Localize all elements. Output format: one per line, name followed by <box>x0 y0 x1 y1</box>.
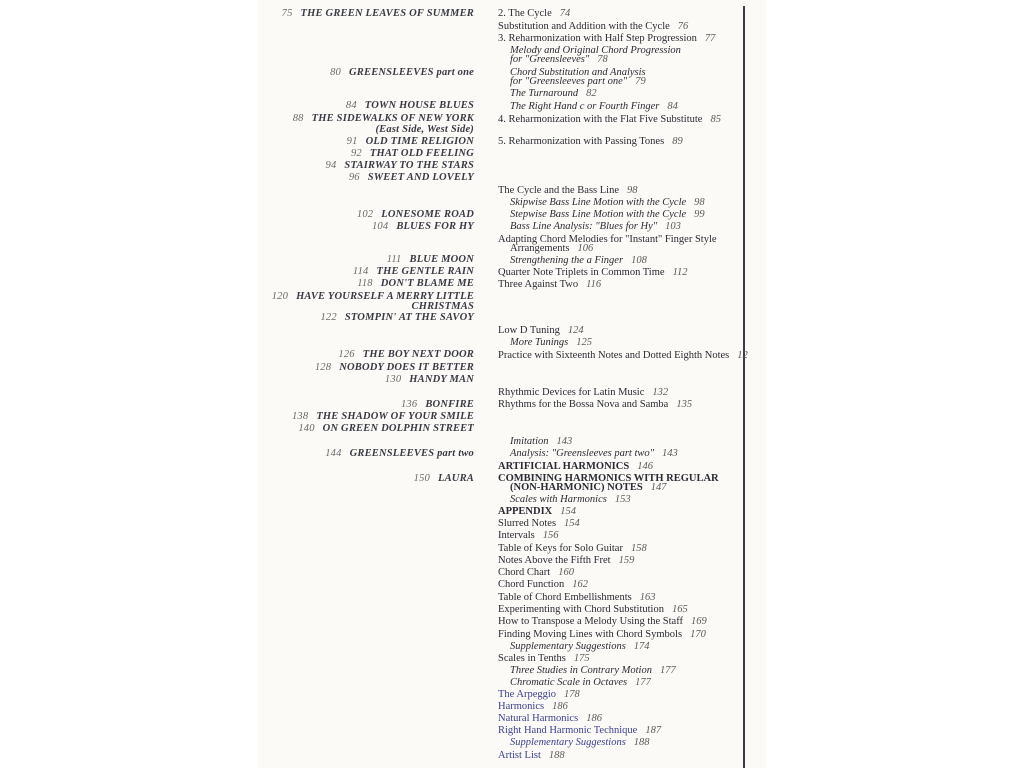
page-number: 91 <box>346 136 358 147</box>
lesson-entry <box>498 350 748 362</box>
page-number: 135 <box>676 399 693 410</box>
lesson-entry <box>498 555 634 567</box>
page-number: 154 <box>560 506 576 517</box>
page-number: 163 <box>639 592 656 603</box>
page-number: 77 <box>704 33 716 44</box>
page-number: 170 <box>690 629 706 640</box>
song-title: LAURA <box>437 473 474 484</box>
lesson-entry <box>510 54 608 66</box>
lesson-entry <box>498 279 601 291</box>
lesson-title: Stepwise Bass Line Motion with the Cycle <box>510 209 687 220</box>
lesson-entry <box>498 325 584 337</box>
song-subtitle: part two <box>434 448 474 459</box>
page-number: 132 <box>652 387 669 398</box>
page-number: 125 <box>576 337 592 348</box>
page-number: 138 <box>291 411 309 422</box>
page-number: 126 <box>338 349 355 360</box>
lesson-title: Quarter Note Triplets in Common Time <box>498 267 665 278</box>
song-title: HANDY MAN <box>409 374 474 385</box>
lesson-title: Artist List <box>498 750 541 761</box>
song-title: CHRISTMAS <box>411 301 474 312</box>
song-entry <box>385 374 474 386</box>
page-number: 112 <box>672 267 688 278</box>
lesson-entry <box>498 136 683 148</box>
lesson-entry <box>498 506 576 518</box>
lesson-title: How to Transpose a Melody Using the Staff <box>498 616 684 627</box>
lesson-entry <box>510 209 705 221</box>
lesson-title: Right Hand Harmonic Technique <box>498 725 638 736</box>
page-number: 76 <box>677 21 689 32</box>
lesson-title: Low D Tuning <box>498 325 560 336</box>
page-number: 174 <box>633 641 650 652</box>
page-number: 84 <box>667 101 678 112</box>
page-number: 130 <box>384 374 402 385</box>
lesson-title: Skipwise Bass Line Motion with the Cycle <box>510 197 687 208</box>
lesson-title: Experimenting with Chord Substitution <box>498 604 664 615</box>
song-subtitle: (East Side, West Side) <box>375 124 474 135</box>
song-entry <box>282 8 474 20</box>
lesson-entry <box>510 737 650 749</box>
lesson-entry <box>510 88 597 100</box>
song-title: STAIRWAY TO THE STARS <box>344 160 474 171</box>
page-number: 175 <box>573 653 590 664</box>
lesson-entry <box>510 448 678 460</box>
page-number: 162 <box>572 579 588 590</box>
lesson-entry <box>498 8 570 20</box>
lesson-entry <box>498 461 653 473</box>
song-entry <box>353 266 474 278</box>
lesson-title: Melody and Original Chord Progression <box>510 45 681 56</box>
lesson-title: Supplementary Suggestions <box>510 641 626 652</box>
page-number: 96 <box>348 172 360 183</box>
page-number: 143 <box>662 448 678 459</box>
song-title: THE GENTLE RAIN <box>376 266 474 277</box>
page-number: 188 <box>633 737 650 748</box>
lesson-title: Rhythms for the Bossa Nova and Samba <box>498 399 669 410</box>
song-title: STOMPIN' AT THE SAVOY <box>344 312 474 323</box>
lesson-entry <box>510 482 666 494</box>
lesson-title: Chromatic Scale in Octaves <box>510 677 628 688</box>
page-number: 92 <box>350 148 362 159</box>
song-title: DON'T BLAME ME <box>380 278 474 289</box>
lesson-entry <box>498 725 661 737</box>
lesson-entry <box>510 243 593 255</box>
song-entry <box>401 399 474 411</box>
song-entry <box>325 448 474 460</box>
lesson-entry <box>498 750 565 762</box>
page-number: 165 <box>671 604 688 615</box>
lesson-title: Substitution and Addition with the Cycle <box>498 21 670 32</box>
page-number: 102 <box>356 209 374 220</box>
lesson-title: Intervals <box>498 530 535 541</box>
song-subtitle: part one <box>433 67 474 78</box>
lesson-title: Chord Function <box>498 579 565 590</box>
page-number: 156 <box>542 530 559 541</box>
page-number: 79 <box>635 76 646 87</box>
lesson-title: Three Studies in Contrary Motion <box>510 665 652 676</box>
page-number: 88 <box>292 113 304 124</box>
page-number: 177 <box>659 665 676 676</box>
page-number: 118 <box>357 278 373 289</box>
page-number: 124 <box>567 325 584 336</box>
lesson-entry <box>498 387 668 399</box>
song-title: TOWN HOUSE BLUES <box>364 100 474 111</box>
page-number: 82 <box>586 88 597 99</box>
song-title: LONESOME ROAD <box>381 209 474 220</box>
lesson-title: APPENDIX <box>498 506 553 517</box>
song-entry <box>330 67 474 79</box>
lesson-entry <box>510 494 631 506</box>
page-number: 74 <box>559 8 571 19</box>
lesson-entry <box>498 567 574 579</box>
page-number: 128 <box>314 362 332 373</box>
lesson-entry <box>498 592 655 604</box>
lesson-title: Imitation <box>510 436 549 447</box>
lesson-title: Rhythmic Devices for Latin Music <box>498 387 645 398</box>
page-number: 116 <box>586 279 602 290</box>
page-number: 94 <box>325 160 337 171</box>
lesson-title: Adapting Chord Melodies for "Instant" Finger Style <box>498 234 717 245</box>
lesson-entry <box>498 543 647 555</box>
lesson-title: The Turnaround <box>510 88 579 99</box>
song-title: THE SHADOW OF YOUR SMILE <box>316 411 474 422</box>
lesson-title: 2. The Cycle <box>498 8 552 19</box>
song-title: HAVE YOURSELF A MERRY LITTLE <box>296 291 474 302</box>
lesson-entry <box>498 21 688 33</box>
song-entry <box>315 362 474 374</box>
song-title: THE SIDEWALKS OF NEW YORK <box>311 113 474 124</box>
page-number: 140 <box>298 423 315 434</box>
song-title: ON GREEN DOLPHIN STREET <box>322 423 474 434</box>
page-number: 12 <box>737 350 748 361</box>
lesson-entry <box>510 337 592 349</box>
song-entry <box>357 209 474 221</box>
page-number: 144 <box>325 448 342 459</box>
song-title: OLD TIME RELIGION <box>365 136 474 147</box>
lesson-entry <box>498 653 590 665</box>
page-number: 169 <box>691 616 707 627</box>
lesson-title: Scales in Tenths <box>498 653 566 664</box>
page-number: 98 <box>694 197 705 208</box>
lesson-title: Finding Moving Lines with Chord Symbols <box>498 629 683 640</box>
lesson-title: Notes Above the Fifth Fret <box>498 555 611 566</box>
page-number: 186 <box>586 713 602 724</box>
song-entry <box>320 312 474 324</box>
lesson-entry <box>510 641 650 653</box>
lesson-title: Scales with Harmonics <box>510 494 607 505</box>
lesson-title: ARTIFICIAL HARMONICS <box>498 461 630 472</box>
lesson-entry <box>510 221 681 233</box>
lesson-entry <box>498 114 721 126</box>
page-number: 108 <box>631 255 647 266</box>
page-number: 114 <box>352 266 369 277</box>
lesson-entry <box>510 76 646 88</box>
song-entry <box>347 136 474 148</box>
song-entry <box>346 100 474 112</box>
lesson-entry <box>510 436 572 448</box>
song-title: THE BOY NEXT DOOR <box>362 349 474 360</box>
song-entry <box>372 221 474 233</box>
lesson-entry <box>498 267 688 279</box>
lesson-title: Bass Line Analysis: "Blues for Hy" <box>510 221 658 232</box>
lesson-entry <box>498 33 715 45</box>
lesson-title: More Tunings <box>510 337 569 348</box>
page-number: 143 <box>556 436 573 447</box>
lesson-entry <box>510 677 651 689</box>
lesson-title: Chord Substitution and Analysis <box>510 67 646 78</box>
song-title: BLUES FOR HY <box>396 221 474 232</box>
song-entry <box>338 349 474 361</box>
page-number: 154 <box>564 518 580 529</box>
lesson-entry <box>498 399 692 411</box>
lesson-title: Slurred Notes <box>498 518 557 529</box>
lesson-entry <box>498 713 602 725</box>
lesson-title: 4. Reharmonization with the Flat Five Substitute <box>498 114 703 125</box>
page-number: 120 <box>271 291 289 302</box>
page-number: 106 <box>577 243 594 254</box>
song-entry <box>357 278 474 290</box>
lesson-title: Table of Keys for Solo Guitar <box>498 543 623 554</box>
song-entry <box>298 423 474 435</box>
lesson-entry <box>498 185 638 197</box>
lesson-entry <box>498 530 559 542</box>
lesson-title: COMBINING HARMONICS WITH REGULAR <box>498 473 719 484</box>
lesson-title: 5. Reharmonization with Passing Tones <box>498 136 665 147</box>
lesson-title: (NON-HARMONIC) NOTES <box>510 482 643 493</box>
song-title: THE GREEN LEAVES OF SUMMER <box>300 8 474 19</box>
lesson-title: Arrangements <box>510 243 570 254</box>
page-number: 136 <box>400 399 418 410</box>
lesson-title: Three Against Two <box>498 279 579 290</box>
lesson-title: The Arpeggio <box>498 689 557 700</box>
song-title: BLUE MOON <box>409 254 474 265</box>
lesson-title: The Cycle and the Bass Line <box>498 185 620 196</box>
page-number: 89 <box>672 136 683 147</box>
lesson-title: Supplementary Suggestions <box>510 737 626 748</box>
page-number: 146 <box>637 461 653 472</box>
page-number: 147 <box>650 482 667 493</box>
column-divider <box>743 6 745 768</box>
page-number: 84 <box>345 100 357 111</box>
lesson-title: for "Greensleeves part one" <box>510 76 628 87</box>
lesson-entry <box>498 616 707 628</box>
song-title: NOBODY DOES IT BETTER <box>339 362 474 373</box>
lesson-title: Strengthening the a Finger <box>510 255 624 266</box>
song-entry <box>351 148 474 160</box>
page-number: 85 <box>710 114 721 125</box>
song-title: SWEET AND LOVELY <box>367 172 474 183</box>
page-number: 122 <box>320 312 337 323</box>
lesson-title: 3. Reharmonization with Half Step Progression <box>498 33 697 44</box>
song-entry <box>375 124 474 136</box>
lesson-entry <box>498 629 706 641</box>
page-number: 159 <box>618 555 635 566</box>
song-title: BONFIRE <box>425 399 474 410</box>
song-entry <box>292 411 474 423</box>
lesson-entry <box>498 604 688 616</box>
song-entry <box>414 473 474 485</box>
song-title: THAT OLD FEELING <box>369 148 474 159</box>
page-number: 187 <box>645 725 662 736</box>
page-number: 188 <box>548 750 565 761</box>
page-number: 104 <box>371 221 389 232</box>
lesson-entry <box>498 689 580 701</box>
page-number: 186 <box>552 701 568 712</box>
song-entry <box>326 160 474 172</box>
page-number: 150 <box>413 473 430 484</box>
lesson-entry <box>498 518 580 530</box>
page-number: 98 <box>627 185 638 196</box>
lesson-title: Analysis: "Greensleeves part two" <box>510 448 655 459</box>
lesson-entry <box>510 197 705 209</box>
song-entry <box>349 172 474 184</box>
song-title: GREENSLEEVES <box>349 448 435 459</box>
page-number: 158 <box>630 543 647 554</box>
lesson-title: The Right Hand c or Fourth Finger <box>510 101 660 112</box>
page-number: 178 <box>564 689 580 700</box>
lesson-title: Practice with Sixteenth Notes and Dotted Eighth Notes <box>498 350 730 361</box>
lesson-title: Natural Harmonics <box>498 713 579 724</box>
song-title: GREENSLEEVES <box>349 67 434 78</box>
page-number: 75 <box>281 8 293 19</box>
page-number: 153 <box>614 494 631 505</box>
page-number: 80 <box>330 67 341 78</box>
page-number: 78 <box>597 54 608 65</box>
lesson-entry <box>498 701 568 713</box>
page-number: 177 <box>635 677 651 688</box>
lesson-title: Chord Chart <box>498 567 551 578</box>
page-number: 103 <box>665 221 681 232</box>
lesson-title: Harmonics <box>498 701 545 712</box>
lesson-entry <box>510 101 678 113</box>
page-number: 99 <box>694 209 705 220</box>
song-entry <box>387 254 474 266</box>
page-number: 111 <box>386 254 402 265</box>
lesson-entry <box>498 579 588 591</box>
lesson-title: for "Greensleeves" <box>510 54 590 65</box>
page-number: 160 <box>558 567 574 578</box>
lesson-title: Table of Chord Embellishments <box>498 592 632 603</box>
lesson-entry <box>510 665 676 677</box>
lesson-entry <box>510 255 647 267</box>
